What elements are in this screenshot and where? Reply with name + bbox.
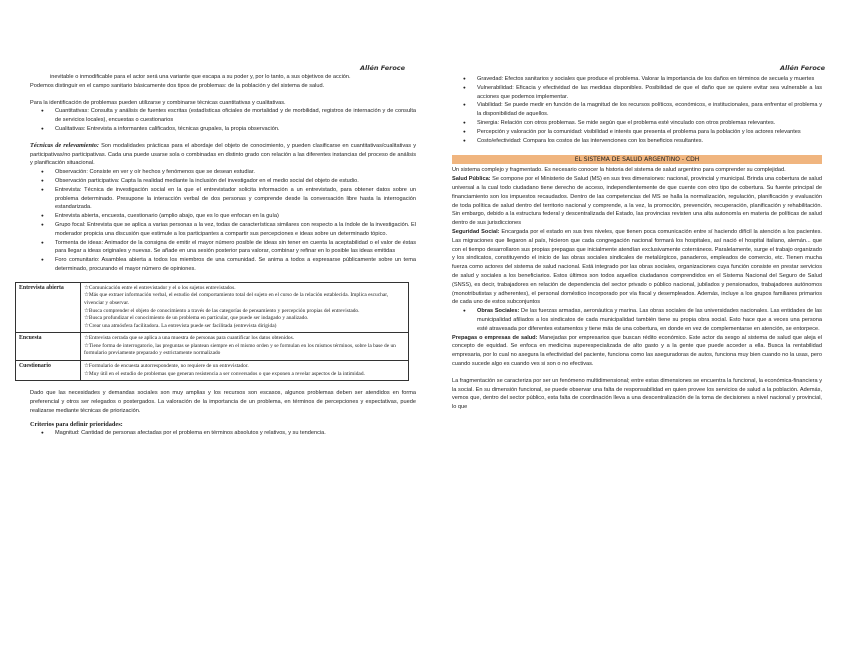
- social-security-list: [452, 307, 822, 333]
- closing-paragraph: Dado que las necesidades y demandas sociales son muy amplias y los recursos son escasos, algunos problemas deben ser atendidos en forma preferencial y otros ser relegados o postergados. La valoración de la importancia de un problema, en términos de percepciones y expectativas, puede realizarse mediante técnicas de priorización.: [30, 390, 416, 414]
- identification-intro: Para la identificación de problemas pueden utilizarse y combinarse técnicas cuantitativas y cualitativas.: [30, 99, 286, 106]
- list-item: ● Observación: Consiste en ver y oír hechos y fenómenos que se desean estudiar.: [30, 168, 416, 177]
- identification-list: [30, 107, 416, 133]
- private-health-text: Manejadas por empresarios que buscan rédito económico. Este actor da sesgo al sistema de salud que aleja el concepto de equidad. Se enfoca en medicina superespecializada de alto gasto y a la gente que puede acceder a ella. Busca la rentabilidad empresaria, por lo cual no asegura la efectividad del paciente, funciona como las aseguradoras de autos, funciona muy bien cuando no la usas, pero cuando sucede algo es cuando ves si son o no efectivas.: [452, 334, 822, 367]
- obras-sociales-text: De las fuerzas armadas, aeronáutica y marina. Las obras sociales de las universidades nacionales. Las entidades de las municipalidad afiliados a los sindicatos de cada municipalidad también tiene su propia obra social. Esto hace que a veces una persona esté atravesada por diferentes estamentos y tiene más de una cobertura, en donde en vez de complementarse en atención, se entorpece.: [477, 308, 822, 332]
- section-banner: EL SISTEMA DE SALUD ARGENTINO - CDH: [452, 155, 822, 164]
- table-row: [16, 361, 409, 381]
- list-item: ● Observación participativa: Capta la realidad mediante la inclusión del investigador en el medio social del objeto de estudio.: [30, 177, 416, 186]
- left-page: [19, 73, 416, 438]
- list-item: ● Grupo focal: Entrevista que se aplica a varias personas a la vez, todas de características similares con respecto a la índole de la investigación. El moderador propicia una discusión que estimule a los participantes a compartir sus percepciones e ideas sobre un determinado tópico.: [30, 221, 416, 239]
- public-health-heading: Salud Pública:: [452, 176, 491, 183]
- list-item: ● Viabilidad: Se puede medir en función de la magnitud de los recursos políticos, económicos, e institucionales, para enfrentar el problema y la disponibilidad de aquellos.: [452, 101, 822, 119]
- list-item: ● Sinergia: Relación con otros problemas. Se mide según que el problema esté vinculado con otros problemas relevantes.: [452, 119, 822, 128]
- list-item: ● Tormenta de ideas: Animador de la consigna de emitir el mayor número posible de ideas sin tener en cuenta la aceptabilidad o el valor de éstas para llegar a ideas originales y nuevas. Se añade en una sesión posterior para valorar, combinar y refinar en lo posible las ideas emitidas: [30, 239, 416, 257]
- table-row-content: [81, 333, 409, 361]
- table-row-content: [81, 361, 409, 381]
- table-row-label: Encuesta: [16, 333, 81, 361]
- list-item: ● Cualitativas: Entrevista a informantes calificados, técnicas grupales, la propia observación.: [30, 125, 416, 134]
- social-security-text: Encargada por el estado en sus tres niveles, que tienen poca comunicación entre sí haciendo difícil la atención a los pacientes. Las migraciones que llegaron al país, hicieron que cada congregación nacional formará los hospitales, así nació el hospital italiano, alemán... que con el tiempo desarrollaron sus propias prepagas que inicialmente atendían exclusivamente coterráneos. Paralelamente, surge el trabajo organizado y los sindicatos, constituyendo el inicio de las obras sociales sindicales de metalúrgicos, panaderos, empleados de comercio, etc. Tienen mucha fuerza como actores del sistema de salud nacional. Está integrado por las obras sociales, organizaciones cuya función consiste en prestar servicios de salud y sociales a los beneficiarios. Estos últimos son todos aquellos ciudadanos comprendidos en el Sistema Nacional del Seguro de Salud (SNSS), es decir, trabajadores en relación de dependencia del sector privado o público nacional, jubilados y pensionados, trabajadores autónomos (monotributistas y adherentes), el personal doméstico incorporado por vía fiscal y desempleados. Además, incluye a los grupos familiares primarios de cada uno de estos subconjuntos: [452, 228, 822, 306]
- list-item: ● Vulnerabilidad: Eficacia y efectividad de las medidas disponibles. Posibilidad de que el daño que se quiere evitar sea vulnerable a las acciones que podemos implementar.: [452, 84, 822, 102]
- list-item: ● Cuantitativas: Consulta y análisis de fuentes escritas (estadísticas oficiales de mortalidad y de morbilidad, registros de internación y de consulta de servicios locales), encuestas o cuestionarios: [30, 107, 416, 125]
- obras-sociales-heading: Obras Sociales:: [477, 308, 520, 315]
- problem-types-paragraph: Podemos distinguir en el campo sanitario básicamente dos tipos de problemas: de la población y del sistema de salud.: [30, 82, 325, 89]
- list-item: ● Magnitud: Cantidad de personas afectadas por el problema en términos absolutos y relativos, y su tendencia.: [30, 429, 416, 438]
- intro-continuation: inevitable o inmodificable para el actor será una variante que escapa a su poder y, por lo tanto, a sus objetivos de acción.: [50, 74, 351, 80]
- list-item: ● Percepción y valoración por la comunidad: visibilidad e interés que presenta el problema para la población y los actores relevantes: [452, 128, 822, 137]
- criteria-heading: Criterios para definir prioridades:: [30, 420, 123, 428]
- list-item: ● Foro comunitario: Asamblea abierta a todos los miembros de una comunidad. Se anima a todos a expresarse públicamente sobre un tema determinado, procurando el mayor número de opiniones.: [30, 256, 416, 274]
- list-item: ● Gravedad: Efectos sanitarios y sociales que produce el problema. Valorar la importancia de los daños en términos de secuela y muertes: [452, 75, 822, 84]
- section-intro: Un sistema complejo y fragmentado. Es necesario conocer la historia del sistema de salud argentino para comprender su complejidad.: [452, 167, 786, 174]
- table-item: ☆ Formulario de encuesta autorrespondente, no requiere de un entrevistador.: [84, 363, 405, 371]
- table-item: ☆ Entrevista cerrada que se aplica a una muestra de personas para cuantificar los datos obtenidos.: [84, 335, 405, 343]
- fragmentation-paragraph: La fragmentación se caracteriza por ser un fenómeno multidimensional; entre estas dimensiones se encuentra la funcional, la económica-financiera y la social. En su dimensión funcional, se puede observar una falta de responsabilidad en quien provee los servicios de salud a la población. Además, vemos que, dentro del sector público, esta falta de coordinación lleva a una descentralización de la toma de decisiones a nivel nacional y provincial, lo que: [452, 377, 823, 411]
- techniques-text: Son modalidades prácticas para el abordaje del objeto de conocimiento, y pueden clasificarse en cuantitativas/cualitativas y participativas/no participativas. Cada una puede usarse sola o combinadas en distinto grado con relación a las diferentes instancias del proceso de análisis y planificación situacional.: [30, 142, 416, 167]
- right-page-signature: Allén Feroce: [780, 64, 826, 72]
- right-page: [452, 75, 822, 412]
- table-item: ☆ Más que extraer información verbal, el estudio del comportamiento total del sujeto en el curso de la relación establecida. Implica escuchar, vivenciar y observar.: [84, 292, 405, 307]
- criteria-list-continued: [452, 75, 822, 145]
- private-health-paragraph: [452, 334, 822, 369]
- public-health-paragraph: [452, 175, 822, 228]
- list-item: ● Costo/efectividad: Compara los costos de las intervenciones con los beneficios resultantes.: [452, 137, 822, 146]
- table-item: ☆ Muy útil en el estudio de problemas que generan resistencia a ser conversados o que exponen a revelar aspectos de la intimidad.: [84, 371, 405, 379]
- table-row: [16, 282, 409, 333]
- techniques-paragraph: [30, 142, 416, 168]
- table-item: ☆ Comunicación entre el entrevistador y el o los sujetos entrevistados.: [84, 285, 405, 293]
- list-item: ● Entrevista: Técnica de investigación social en la que el entrevistador solicita información a un entrevistado, para obtener datos sobre un problema determinado. Presupone la interacción verbal de dos personas y comprende desde la conversación libre hasta la interrogación estandarizada.: [30, 186, 416, 212]
- list-item: [452, 307, 822, 333]
- table-row: [16, 333, 409, 361]
- left-page-signature: Allén Feroce: [360, 64, 406, 72]
- table-item: ☆ Busca comprender el objeto de conocimiento a través de las categorías de pensamiento y percepción propias del entrevistado.: [84, 308, 405, 316]
- table-item: ☆ Crear una atmósfera facilitadora. La entrevista puede ser facilitada (entrevista dirigida): [84, 323, 405, 331]
- public-health-text: Se compone por el Ministerio de Salud (MS) en sus tres dimensiones: nacional, provincial y municipal. Brinda una cobertura de salud universal a la cual todo ciudadano tiene derecho de acceso, independientemente de que cuente con otro tipo de cobertura. Su fuente principal de financiamiento son los impuestos recaudados. Dentro de las competencias del MS se halla la normalización, regulación, planificación y evaluación de toda política de salud dentro del territorio nacional y comprende, a la vez, la promoción, prevención, recuperación, planificación y rehabilitación. Sin embargo, debido a la estructura federal y descentralizada del Estado, las provincias revisten una alta autonomía en materia de políticas de salud dentro de sus jurisdicciones: [452, 176, 822, 227]
- criteria-list: [30, 429, 416, 438]
- private-health-heading: Prepagas o empresas de salud:: [452, 334, 538, 341]
- table-row-label: Entrevista abierta: [16, 282, 81, 333]
- social-security-paragraph: [452, 228, 822, 307]
- techniques-table: [15, 282, 409, 382]
- table-row-content: [81, 282, 409, 333]
- table-row-label: Cuestionario: [16, 361, 81, 381]
- social-security-heading: Seguridad Social:: [452, 228, 500, 235]
- techniques-list: [30, 168, 416, 274]
- table-item: ☆ Tiene forma de interrogatorio, las preguntas se plantean siempre en el mismo orden y se formulan en los mismos términos, sobre la base de un formulario previamente preparado y estrictamente normalizado: [84, 343, 405, 358]
- techniques-heading: Técnicas de relevamiento:: [30, 141, 99, 149]
- table-item: ☆ Busca profundizar el conocimiento de un problema en particular, que puede ser indagado y analizado.: [84, 315, 405, 323]
- list-item: ● Entrevista abierta, encuesta, cuestionario (amplio abajo, que es lo que enfocan en la guía): [30, 212, 416, 221]
